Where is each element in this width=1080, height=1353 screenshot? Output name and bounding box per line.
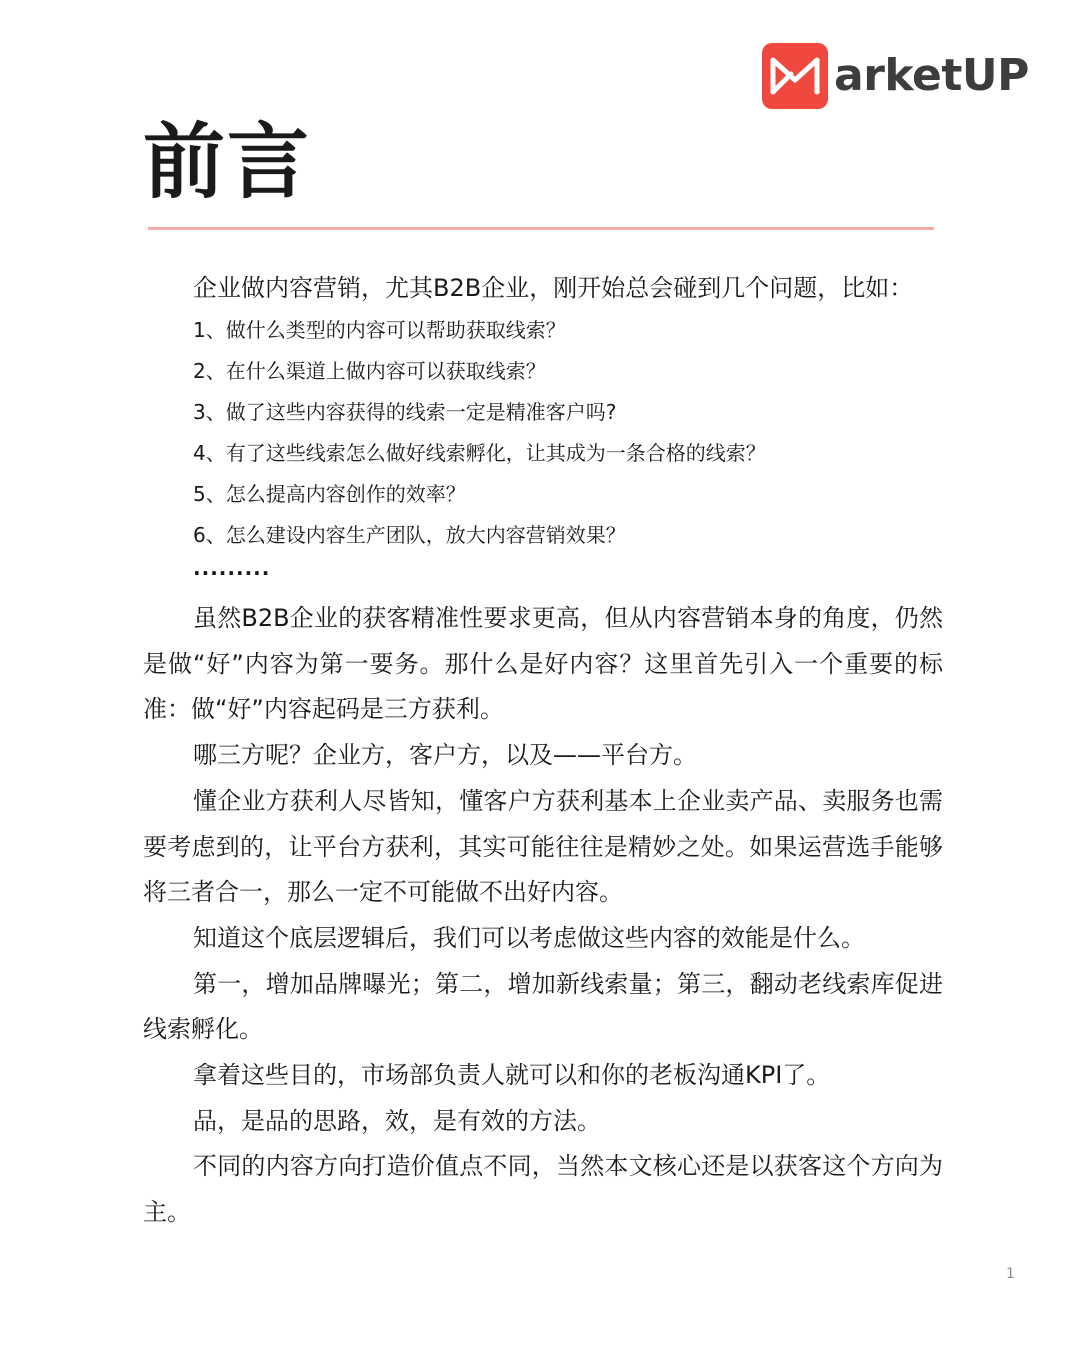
- body-paragraph: 虽然B2B企业的获客精准性要求更高，但从内容营销本身的角度，仍然是做“好”内容为第一要务。那什么是好内容？这里首先引入一个重要的标准：做“好”内容起码是三方获利。: [143, 604, 943, 724]
- question-item: 1、做什么类型的内容可以帮助获取线索？: [193, 318, 566, 342]
- body-paragraph: 品，是品的思路，效，是有效的方法。: [193, 1106, 601, 1135]
- brand-logo: [762, 42, 1029, 110]
- intro-text: 企业做内容营销，尤其B2B企业，刚开始总会碰到几个问题，比如：: [193, 274, 914, 302]
- page-title: 前言: [143, 115, 312, 210]
- title-divider: [148, 227, 934, 230]
- ellipsis: ·········: [193, 561, 271, 585]
- m-logo-icon: [762, 43, 828, 109]
- question-item: 6、怎么建设内容生产团队，放大内容营销效果？: [193, 523, 626, 547]
- logo-text: arketUP: [834, 50, 1029, 101]
- question-item: 3、做了这些内容获得的线索一定是精准客户吗?: [193, 400, 617, 424]
- body-paragraph: 不同的内容方向打造价值点不同，当然本文核心还是以获客这个方向为主。: [143, 1152, 943, 1227]
- question-item: 2、在什么渠道上做内容可以获取线索？: [193, 359, 546, 383]
- question-item: 5、怎么提高内容创作的效率？: [193, 482, 466, 506]
- body-paragraph: 懂企业方获利人尽皆知，懂客户方获利基本上企业卖产品、卖服务也需要考虑到的，让平台方获利，其实可能往往是精妙之处。如果运营选手能够将三者合一，那么一定不可能做不出好内容。: [143, 786, 943, 907]
- question-item: 4、有了这些线索怎么做好线索孵化，让其成为一条合格的线索？: [193, 441, 766, 465]
- body-paragraph: 拿着这些目的，市场部负责人就可以和你的老板沟通KPI了。: [193, 1061, 831, 1090]
- document-body: [143, 266, 943, 1236]
- page-number: 1: [1006, 1266, 1015, 1282]
- body-paragraph: 哪三方呢？企业方，客户方，以及——平台方。: [193, 741, 697, 770]
- body-paragraph: 知道这个底层逻辑后，我们可以考虑做这些内容的效能是什么。: [193, 923, 865, 952]
- body-paragraph: 第一，增加品牌曝光；第二，增加新线索量；第三，翻动老线索库促进线索孵化。: [143, 969, 943, 1044]
